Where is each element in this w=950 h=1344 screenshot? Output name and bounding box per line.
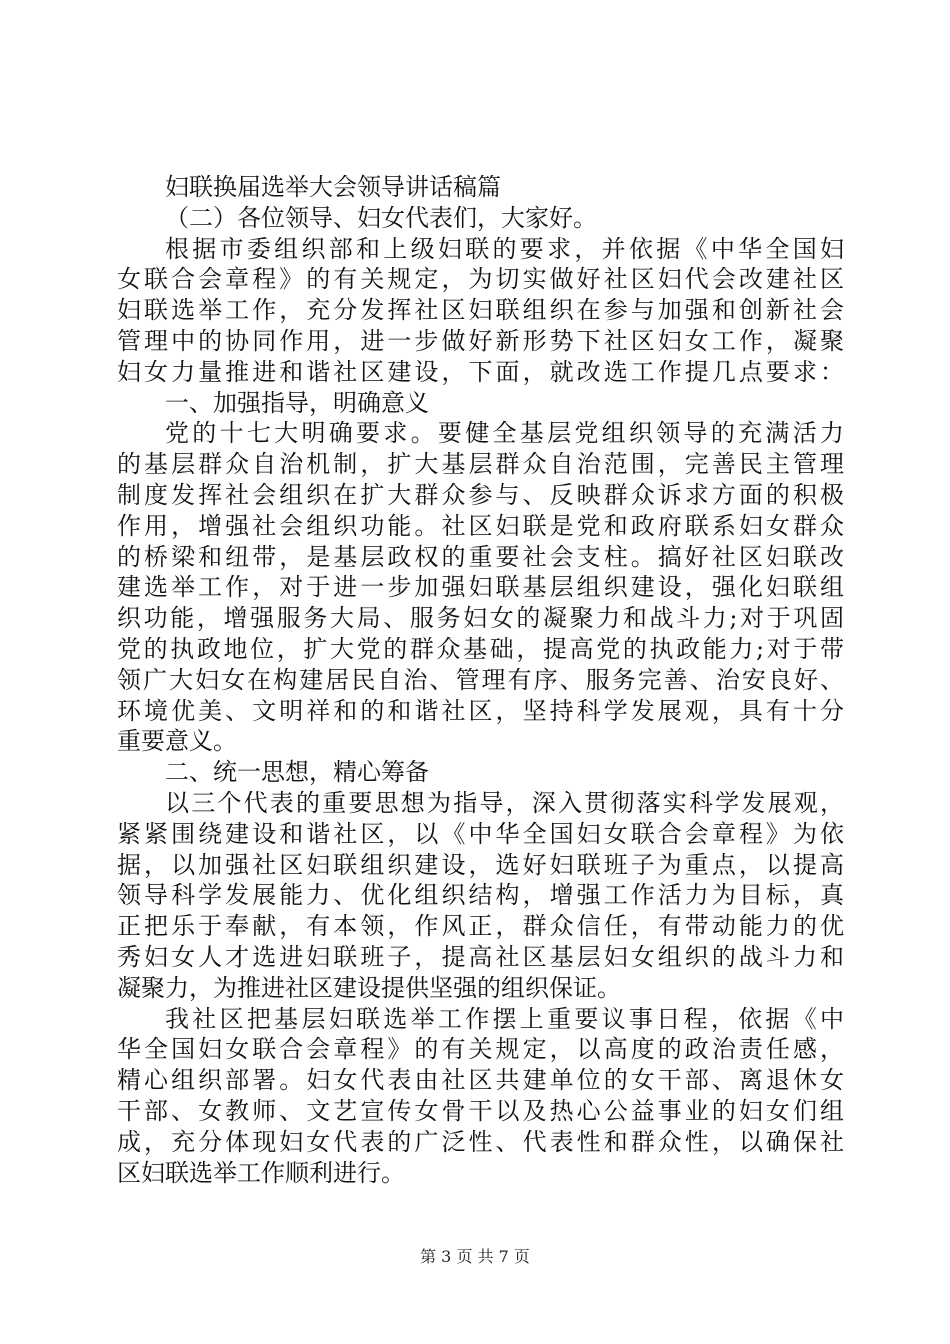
paragraph-line: 环境优美、文明祥和的和谐社区，坚持科学发展观，具有十分 xyxy=(117,696,844,725)
paragraph-line: 领广大妇女在构建居民自治、管理有序、服务完善、治安良好、 xyxy=(117,665,844,694)
paragraph-line: 以三个代表的重要思想为指导，深入贯彻落实科学发展观， xyxy=(165,788,844,817)
paragraph-line: 紧紧围绕建设和谐社区，以《中华全国妇女联合会章程》为依 xyxy=(117,819,844,848)
section-heading-1: 一、加强指导，明确意义 xyxy=(165,388,429,417)
paragraph-line: 领导科学发展能力、优化组织结构，增强工作活力为目标，真 xyxy=(117,881,844,910)
paragraph-line: 华全国妇女联合会章程》的有关规定，以高度的政治责任感， xyxy=(117,1035,844,1064)
paragraph-line: 根据市委组织部和上级妇联的要求，并依据《中华全国妇 xyxy=(165,234,844,263)
paragraph-4 xyxy=(117,1004,844,1189)
paragraph-line: 重要意义。 xyxy=(117,727,237,756)
paragraph-line: 管理中的协同作用，进一步做好新形势下社区妇女工作，凝聚 xyxy=(117,326,844,355)
paragraph-line: 精心组织部署。妇女代表由社区共建单位的女干部、离退休女 xyxy=(117,1066,844,1095)
document-title: 妇联换届选举大会领导讲话稿篇 xyxy=(165,173,501,201)
paragraph-line: 建选举工作，对于进一步加强妇联基层组织建设，强化妇联组 xyxy=(117,573,844,602)
paragraph-line: 秀妇女人才选进妇联班子，提高社区基层妇女组织的战斗力和 xyxy=(117,942,844,971)
paragraph-line: 我社区把基层妇联选举工作摆上重要议事日程，依据《中 xyxy=(165,1004,844,1033)
paragraph-line: 据，以加强社区妇联组织建设，选好妇联班子为重点，以提高 xyxy=(117,850,844,879)
paragraph-line: 的桥梁和纽带，是基层政权的重要社会支柱。搞好社区妇联改 xyxy=(117,542,844,571)
greeting-line: （二）各位领导、妇女代表们，大家好。 xyxy=(165,203,597,232)
paragraph-2 xyxy=(117,418,844,757)
section-heading-2: 二、统一思想，精心筹备 xyxy=(165,758,429,787)
paragraph-line: 区妇联选举工作顺利进行。 xyxy=(117,1158,405,1187)
paragraph-line: 党的十七大明确要求。要健全基层党组织领导的充满活力 xyxy=(165,419,844,448)
paragraph-line: 女联合会章程》的有关规定，为切实做好社区妇代会改建社区 xyxy=(117,265,844,294)
paragraph-line: 凝聚力，为推进社区建设提供坚强的组织保证。 xyxy=(117,973,621,1002)
paragraph-line: 作用，增强社会组织功能。社区妇联是党和政府联系妇女群众 xyxy=(117,511,844,540)
paragraph-line: 妇联选举工作，充分发挥社区妇联组织在参与加强和创新社会 xyxy=(117,296,844,325)
paragraph-line: 党的执政地位，扩大党的群众基础，提高党的执政能力;对于带 xyxy=(117,634,844,663)
document-body xyxy=(117,172,844,1188)
paragraph-line: 成，充分体现妇女代表的广泛性、代表性和群众性，以确保社 xyxy=(117,1127,844,1156)
paragraph-line: 织功能，增强服务大局、服务妇女的凝聚力和战斗力;对于巩固 xyxy=(117,604,844,633)
paragraph-1 xyxy=(117,234,844,388)
paragraph-line: 正把乐于奉献，有本领，作风正，群众信任，有带动能力的优 xyxy=(117,912,844,941)
paragraph-line: 制度发挥社会组织在扩大群众参与、反映群众诉求方面的积极 xyxy=(117,480,844,509)
paragraph-line: 妇女力量推进和谐社区建设，下面，就改选工作提几点要求： xyxy=(117,357,844,386)
page-number-footer: 第 3 页 共 7 页 xyxy=(420,1247,530,1266)
paragraph-line: 干部、女教师、文艺宣传女骨干以及热心公益事业的妇女们组 xyxy=(117,1096,844,1125)
paragraph-3 xyxy=(117,788,844,1004)
paragraph-line: 的基层群众自治机制，扩大基层群众自治范围，完善民主管理 xyxy=(117,450,844,479)
